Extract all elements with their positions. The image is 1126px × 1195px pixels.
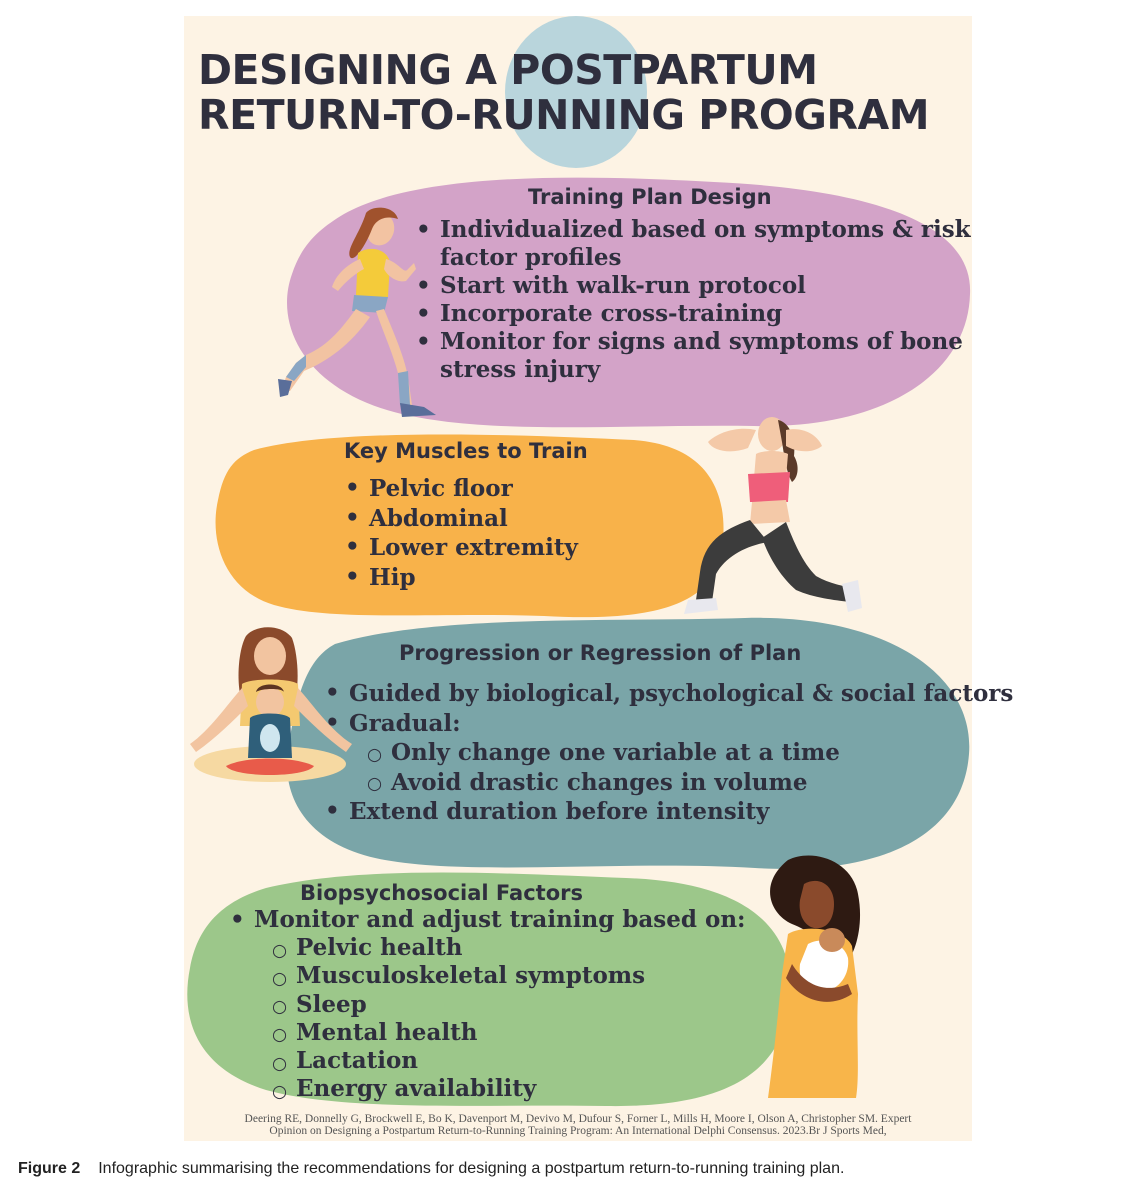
progression-heading: Progression or Regression of Plan <box>399 641 802 665</box>
figure-label: Figure 2 <box>18 1160 81 1177</box>
sub-list-item: ○ Sleep <box>296 991 746 1019</box>
list-item-continuation: stress injury <box>440 356 601 383</box>
biopsychosocial-list <box>254 906 746 1103</box>
list-item: • Start with walk-run protocol <box>440 272 971 300</box>
mother-holding-baby-illustration <box>748 854 866 1098</box>
list-item: • Pelvic floor <box>369 474 578 504</box>
infographic-title <box>198 48 929 138</box>
sub-list-item: ○ Pelvic health <box>296 934 746 962</box>
citation <box>190 1113 966 1137</box>
list-item: • Monitor for signs and symptoms of bone <box>440 328 971 356</box>
title-line-1: DESIGNING A POSTPARTUM <box>198 46 818 94</box>
runner-woman-illustration <box>276 205 446 427</box>
sub-list-item: ○ Musculoskeletal symptoms <box>296 962 746 990</box>
meditating-mother-child-illustration <box>186 626 358 786</box>
sub-list-item: ○ Avoid drastic changes in volume <box>391 768 1013 798</box>
sub-list-item: ○ Lactation <box>296 1047 746 1075</box>
key-muscles-list <box>369 474 578 592</box>
list-item: • Gradual: <box>349 709 1013 739</box>
list-item: • Monitor and adjust training based on: <box>254 906 746 934</box>
key-muscles-heading: Key Muscles to Train <box>344 439 588 463</box>
sub-list-item: ○ Mental health <box>296 1019 746 1047</box>
sub-list-item: ○ Only change one variable at a time <box>391 738 1013 768</box>
list-item: • Lower extremity <box>369 533 578 563</box>
biopsychosocial-heading: Biopsychosocial Factors <box>300 881 583 905</box>
progression-list <box>349 679 1013 827</box>
title-line-2: RETURN-TO-RUNNING PROGRAM <box>198 91 930 139</box>
list-item: • Guided by biological, psychological & social factors <box>349 679 1013 709</box>
list-item: • Individualized based on symptoms & risk <box>440 216 971 244</box>
figure-caption <box>18 1160 844 1178</box>
list-item: • Extend duration before intensity <box>349 797 1013 827</box>
training-plan-list <box>440 216 971 384</box>
citation-line-2: Opinion on Designing a Postpartum Return-to-Running Training Program: An International Delphi Consensus. 2023.Br J Sports Med, <box>269 1125 887 1137</box>
citation-line-1: Deering RE, Donnelly G, Brockwell E, Bo K, Davenport M, Devivo M, Dufour S, Forner L, Mills H, Moore I, Olson A, Christopher SM. Expert <box>244 1113 912 1125</box>
list-item: • Abdominal <box>369 504 578 534</box>
list-item: • Hip <box>369 563 578 593</box>
caption-text: Infographic summarising the recommendations for designing a postpartum return-to-running training plan. <box>98 1160 845 1177</box>
training-plan-heading: Training Plan Design <box>528 185 772 209</box>
list-item: • Incorporate cross-training <box>440 300 971 328</box>
sub-list-item: ○ Energy availability <box>296 1075 746 1103</box>
list-item-continuation: factor profiles <box>440 244 622 271</box>
lunging-woman-illustration <box>682 412 864 622</box>
